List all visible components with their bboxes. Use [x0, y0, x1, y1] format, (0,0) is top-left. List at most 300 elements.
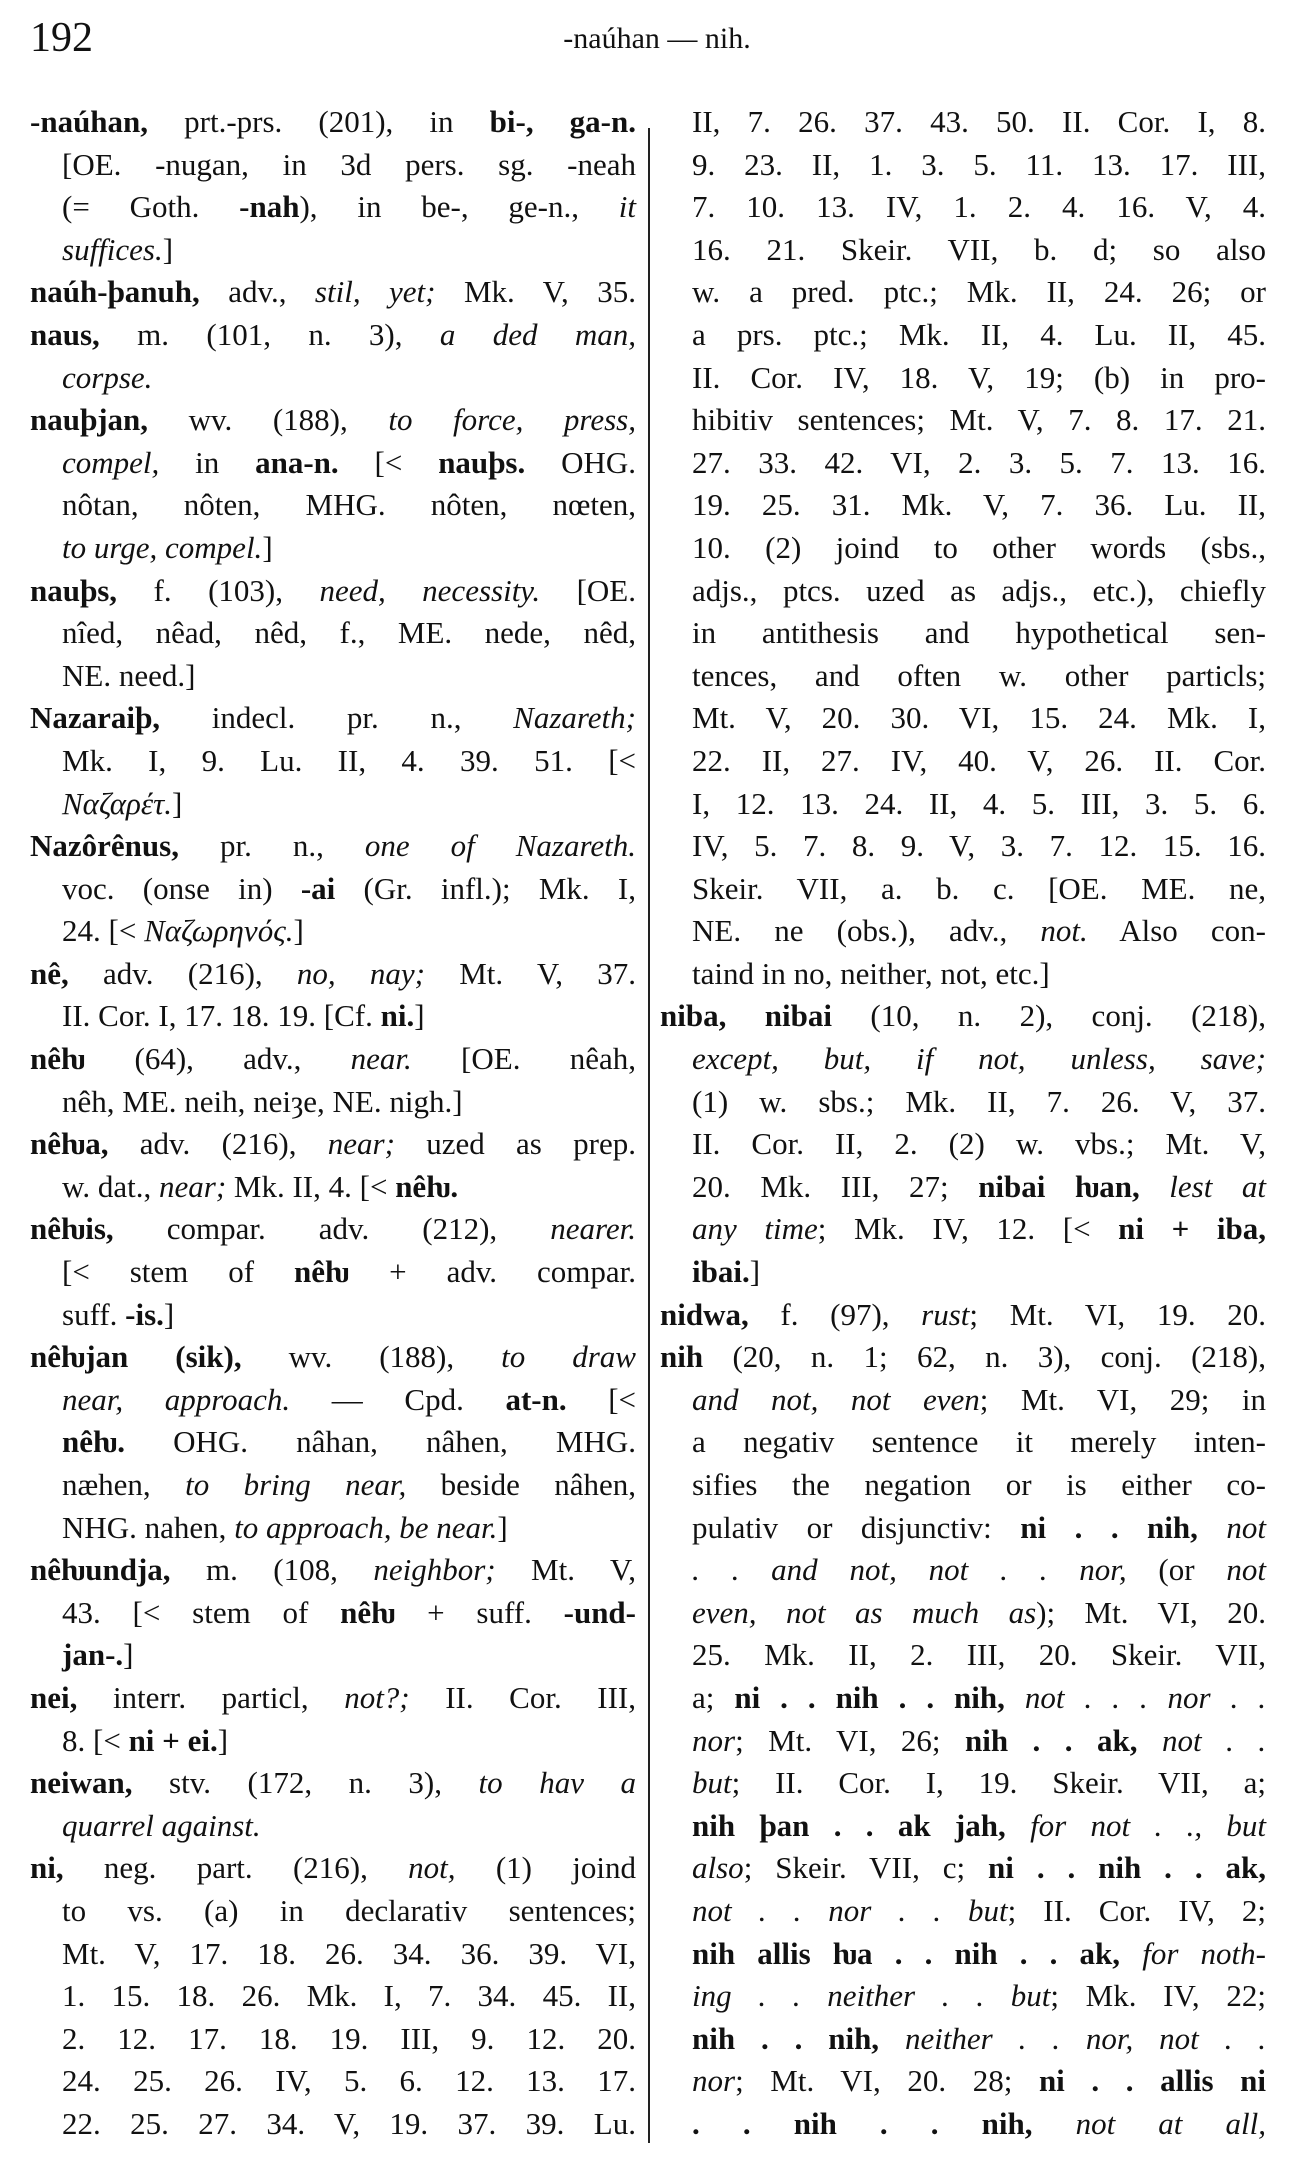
text-segment: Also con-: [1087, 913, 1266, 949]
entry-headword-line: [30, 825, 636, 868]
text-segment: ]: [293, 913, 304, 949]
bold-term: -is.: [125, 1296, 164, 1332]
italic-gloss: Ναζωρηνός.: [144, 913, 294, 949]
entry-headword-line: [30, 1847, 636, 1890]
bold-term: niba, nibai: [660, 998, 832, 1034]
text-segment: ); Mt. VI, 20.: [1036, 1594, 1266, 1630]
bold-term: Nazôrênus,: [30, 828, 179, 864]
bold-term: at-n.: [505, 1381, 567, 1417]
bold-term: ni . . nih,: [1020, 1509, 1198, 1545]
italic-gloss: for noth-: [1142, 1935, 1266, 1971]
entry-text-line: [660, 1038, 1266, 1081]
text-segment: [<: [338, 444, 439, 480]
italic-gloss: nor: [692, 1722, 736, 1758]
italic-gloss: not . . . nor . .: [1024, 1679, 1267, 1715]
text-segment: [1120, 1936, 1142, 1971]
bold-term: -naúhan,: [30, 104, 149, 139]
text-segment: ; Skeir. VII, c;: [743, 1850, 989, 1886]
entry-text-line: [30, 1890, 636, 1933]
text-segment: 2. 12. 17. 18. 19. III, 9. 12. 20.: [62, 2020, 636, 2056]
entry-text-line: [660, 1933, 1266, 1976]
entry-headword-line: [30, 1336, 636, 1379]
text-segment: (or: [1126, 1552, 1227, 1588]
entry-text-line: [660, 144, 1266, 187]
entry-text-line: [30, 2060, 636, 2103]
text-segment: næhen,: [62, 1467, 186, 1502]
bold-term: neiwan,: [30, 1765, 133, 1801]
entry-headword-line: [30, 697, 636, 740]
entry-text-line: [30, 1507, 636, 1550]
italic-gloss: lest at: [1169, 1168, 1267, 1204]
italic-gloss: Ναζαρέτ.: [62, 785, 172, 821]
bold-term: nêƕa,: [30, 1126, 109, 1162]
text-segment: 9. 23. II, 1. 3. 5. 11. 13. 17. III,: [692, 146, 1266, 182]
italic-gloss: rust: [921, 1296, 970, 1332]
left-column: [30, 101, 636, 2146]
entry-headword-line: [30, 1208, 636, 1251]
entry-text-line: [30, 229, 636, 272]
text-segment: 7. 10. 13. IV, 1. 2. 4. 16. V, 4.: [692, 189, 1266, 225]
italic-gloss: except, but, if not, unless, save;: [692, 1041, 1266, 1077]
text-segment: in: [159, 444, 256, 480]
text-segment: pulativ or disjunctiv:: [692, 1509, 1021, 1545]
text-segment: [OE.: [540, 572, 636, 608]
text-segment: [1006, 1808, 1030, 1843]
bold-term: nêƕundja,: [30, 1552, 171, 1588]
text-segment: ]: [162, 231, 174, 267]
entry-text-line: [660, 825, 1266, 868]
italic-gloss: . . and not, not . . nor,: [692, 1552, 1127, 1588]
italic-gloss: Nazareth;: [513, 700, 636, 736]
text-segment: IV, 5. 7. 8. 9. V, 3. 7. 12. 15. 16.: [692, 828, 1266, 864]
entry-text-line: [660, 271, 1266, 314]
entry-text-line: [660, 314, 1266, 357]
bold-term: nêƕjan (sik),: [30, 1339, 242, 1375]
italic-gloss: not?;: [344, 1679, 410, 1715]
bold-term: ibai.: [692, 1254, 750, 1290]
bold-term: nih allis ƕa . . nih . . ak,: [692, 1935, 1121, 1971]
text-segment: stv. (172, n. 3),: [132, 1765, 479, 1801]
italic-gloss: not: [1226, 1552, 1266, 1588]
entry-headword-line: [30, 101, 636, 144]
bold-term: nih . . nih,: [692, 2020, 880, 2056]
text-segment: ]: [217, 1722, 229, 1758]
entry-text-line: [30, 1975, 636, 2018]
italic-gloss: to approach, be near.: [234, 1509, 498, 1545]
entry-text-line: [660, 357, 1266, 400]
entry-text-line: [30, 1166, 636, 1209]
bold-term: nih þan . . ak jah,: [692, 1807, 1006, 1843]
text-segment: II. Cor. IV, 18. V, 19; (b) in pro-: [692, 359, 1266, 395]
text-segment: — Cpd.: [290, 1381, 506, 1417]
text-segment: [<: [566, 1381, 636, 1417]
text-segment: sifies the negation or is either co-: [692, 1467, 1266, 1502]
text-segment: adv.,: [199, 274, 315, 310]
entry-text-line: [660, 868, 1266, 911]
text-segment: ), in be-, ge-n.,: [299, 189, 619, 225]
entry-text-line: [30, 1379, 636, 1422]
entry-text-line: [30, 1081, 636, 1124]
entry-text-line: [660, 1208, 1266, 1251]
entry-text-line: [30, 1805, 636, 1848]
entry-headword-line: [30, 570, 636, 613]
entry-text-line: [660, 740, 1266, 783]
entry-headword-line: [30, 1549, 636, 1592]
entry-text-line: [660, 1379, 1266, 1422]
italic-gloss: ing . . neither . . but: [692, 1978, 1051, 2014]
text-segment: indecl. pr. n.,: [160, 700, 514, 736]
bold-term: nih . . ak,: [965, 1722, 1138, 1758]
entry-text-line: [30, 910, 636, 953]
italic-gloss: to urge, compel.: [62, 529, 263, 565]
entry-text-line: [660, 570, 1266, 613]
text-segment: NE. ne (obs.), adv.,: [692, 913, 1041, 949]
text-segment: ; Mt. VI, 20. 28;: [735, 2063, 1039, 2099]
bold-term: nidwa,: [660, 1296, 749, 1332]
text-segment: f. (97),: [748, 1296, 922, 1332]
text-segment: tences, and often w. other particls;: [692, 657, 1266, 693]
bold-term: naúh-þanuh,: [30, 274, 200, 310]
entry-headword-line: [30, 314, 636, 357]
entry-text-line: [660, 953, 1266, 996]
text-segment: 19. 25. 31. Mk. V, 7. 36. Lu. II,: [692, 487, 1266, 523]
text-segment: hibitiv sentences; Mt. V, 7. 8. 17. 21.: [692, 402, 1266, 438]
text-segment: ; II. Cor. IV, 2;: [1007, 1892, 1266, 1928]
text-segment: + adv. compar.: [349, 1254, 636, 1290]
text-segment: Mt. V, 20. 30. VI, 15. 24. Mk. I,: [692, 700, 1266, 736]
text-segment: 16. 21. Skeir. VII, b. d; so also: [692, 231, 1266, 267]
bold-term: Nazaraiþ,: [30, 700, 161, 736]
bold-term: bi-, ga-n.: [489, 104, 636, 139]
italic-gloss: not,: [408, 1850, 456, 1886]
bold-term: nêƕ: [340, 1594, 396, 1630]
bold-term: nêƕ.: [62, 1424, 125, 1460]
entry-text-line: [660, 1123, 1266, 1166]
text-segment: a;: [692, 1679, 735, 1715]
bold-term: nêƕ: [30, 1041, 86, 1077]
bold-term: ni + iba,: [1118, 1211, 1266, 1247]
entry-text-line: [30, 1251, 636, 1294]
text-segment: pr. n.,: [178, 828, 365, 864]
bold-term: nauþjan,: [30, 402, 149, 438]
entry-headword-line: [30, 399, 636, 442]
text-segment: (20, n. 1; 62, n. 3), conj. (218),: [703, 1339, 1266, 1375]
italic-gloss: near, approach.: [62, 1381, 291, 1417]
italic-gloss: suffices.: [62, 231, 163, 267]
text-segment: [1140, 1169, 1170, 1204]
italic-gloss: neither . . nor, not . .: [904, 2020, 1266, 2056]
text-segment: interr. particl,: [77, 1679, 345, 1715]
entry-text-line: [660, 1890, 1266, 1933]
entry-headword-line: [660, 1336, 1266, 1379]
text-segment: a prs. ptc.; Mk. II, 4. Lu. II, 45.: [692, 316, 1266, 352]
text-segment: ; Mk. IV, 12. [<: [817, 1211, 1119, 1247]
italic-gloss: not . . nor . . but: [692, 1892, 1008, 1928]
text-segment: taind in no, neither, not, etc.]: [692, 955, 1050, 991]
text-segment: [OE. nêah,: [411, 1041, 636, 1077]
text-segment: nôtan, nôten, MHG. nôten, nœten,: [62, 487, 636, 523]
text-segment: II. Cor. I, 17. 18. 19. [Cf.: [62, 998, 381, 1034]
entry-text-line: [660, 1251, 1266, 1294]
italic-gloss: not: [1226, 1509, 1266, 1545]
text-segment: I, 12. 13. 24. II, 4. 5. III, 3. 5. 6.: [692, 785, 1266, 821]
italic-gloss: not . .: [1161, 1722, 1266, 1758]
bold-term: nêƕis,: [30, 1211, 114, 1247]
text-segment: wv. (188),: [241, 1339, 502, 1375]
entry-text-line: [30, 740, 636, 783]
text-segment: voc. (onse in): [62, 870, 301, 906]
text-segment: [1005, 1680, 1025, 1715]
italic-gloss: corpse.: [62, 359, 153, 395]
text-segment: adv. (216),: [68, 955, 297, 991]
text-segment: (= Goth.: [62, 189, 240, 225]
text-segment: ]: [163, 1296, 175, 1332]
bold-term: -ai: [300, 870, 336, 906]
bold-term: naus,: [30, 316, 100, 352]
bold-term: ana-n.: [255, 444, 339, 480]
text-segment: 24. 25. 26. IV, 5. 6. 12. 13. 17.: [62, 2063, 636, 2099]
entry-text-line: [660, 910, 1266, 953]
italic-gloss: near.: [350, 1041, 412, 1077]
text-segment: 24. [<: [62, 913, 145, 949]
bold-term: ni . . allis ni: [1038, 2063, 1266, 2099]
bold-term: nê,: [30, 955, 69, 991]
text-segment: m. (108,: [170, 1552, 374, 1588]
bold-term: nêƕ.: [395, 1168, 459, 1204]
text-segment: 22. II, 27. IV, 40. V, 26. II. Cor.: [692, 742, 1266, 778]
entry-text-line: [660, 783, 1266, 826]
text-segment: OHG. nâhan, nâhen, MHG.: [124, 1424, 636, 1460]
text-segment: II. Cor. III,: [409, 1679, 636, 1715]
entry-text-line: [660, 612, 1266, 655]
bold-term: nei,: [30, 1679, 78, 1715]
text-segment: [1198, 1510, 1226, 1545]
entry-text-line: [30, 1592, 636, 1635]
entry-headword-line: [660, 1294, 1266, 1337]
bold-term: -nah: [239, 189, 300, 225]
entry-text-line: [30, 655, 636, 698]
italic-gloss: need, necessity.: [319, 572, 541, 608]
italic-gloss: neighbor;: [373, 1552, 496, 1588]
entry-text-line: [660, 399, 1266, 442]
page-number: 192: [30, 15, 93, 61]
entry-text-line: [660, 1081, 1266, 1124]
text-segment: to vs. (a) in declarativ sentences;: [62, 1892, 636, 1928]
text-segment: prt.-prs. (201), in: [148, 104, 490, 139]
entry-text-line: [660, 1421, 1266, 1464]
entry-text-line: [660, 1720, 1266, 1763]
bold-term: jan-.: [62, 1637, 124, 1673]
running-head: -naúhan — nih.: [563, 22, 751, 55]
bold-term: nauþs,: [30, 572, 118, 608]
bold-term: -und-: [563, 1594, 636, 1630]
text-segment: [879, 2021, 905, 2056]
entry-text-line: [30, 442, 636, 485]
entry-text-line: [660, 1166, 1266, 1209]
text-segment: w. a pred. ptc.; Mk. II, 24. 26; or: [692, 274, 1266, 310]
text-segment: 27. 33. 42. VI, 2. 3. 5. 7. 13. 16.: [692, 444, 1266, 480]
bold-term: nêƕ: [293, 1254, 350, 1290]
entry-text-line: [660, 2060, 1266, 2103]
bold-term: nih: [660, 1339, 704, 1375]
entry-text-line: [660, 484, 1266, 527]
entry-text-line: [30, 527, 636, 570]
entry-text-line: [660, 1805, 1266, 1848]
entry-text-line: [660, 1847, 1266, 1890]
text-segment: [< stem of: [62, 1254, 294, 1290]
entry-headword-line: [660, 995, 1266, 1038]
bold-term: . . nih . . nih,: [692, 2105, 1033, 2141]
bold-term: ni . . nih . . ak,: [988, 1850, 1266, 1886]
text-segment: ]: [749, 1254, 761, 1290]
entry-text-line: [30, 1720, 636, 1763]
text-segment: 1. 15. 18. 26. Mk. I, 7. 34. 45. II,: [62, 1978, 636, 2014]
italic-gloss: any time: [692, 1211, 818, 1247]
bold-term: ni,: [30, 1850, 64, 1886]
italic-gloss: compel,: [62, 444, 160, 480]
italic-gloss: to bring near,: [185, 1467, 407, 1502]
text-segment: 8. [<: [62, 1722, 129, 1758]
right-column: [660, 101, 1266, 2146]
italic-gloss: one of Nazareth.: [364, 828, 636, 864]
entry-text-line: [660, 2018, 1266, 2061]
text-segment: Skeir. VII, a. b. c. [OE. ME. ne,: [692, 870, 1266, 906]
text-segment: 10. (2) joind to other words (sbs.,: [692, 529, 1266, 565]
entry-text-line: [30, 1294, 636, 1337]
text-segment: Mt. V, 17. 18. 26. 34. 36. 39. VI,: [62, 1935, 636, 1971]
entry-text-line: [30, 612, 636, 655]
entry-text-line: [30, 186, 636, 229]
text-segment: 20. Mk. III, 27;: [692, 1168, 979, 1204]
text-segment: a negativ sentence it merely inten-: [692, 1424, 1266, 1460]
entry-text-line: [30, 357, 636, 400]
entry-headword-line: [30, 1677, 636, 1720]
entry-headword-line: [30, 953, 636, 996]
italic-gloss: it: [618, 189, 636, 225]
bold-term: nibai ƕan,: [978, 1168, 1140, 1204]
text-segment: (64), adv.,: [85, 1041, 351, 1077]
text-segment: [1032, 2106, 1075, 2141]
text-segment: ]: [497, 1509, 508, 1545]
entry-text-line: [30, 1933, 636, 1976]
entry-text-line: [30, 1464, 636, 1507]
italic-gloss: not at all,: [1075, 2105, 1266, 2141]
text-segment: Mt. V, 37.: [424, 955, 636, 991]
text-segment: nêh, ME. neih, neiȝe, NE. nigh.]: [62, 1083, 463, 1119]
text-segment: NE. need.]: [62, 657, 196, 693]
entry-text-line: [30, 995, 636, 1038]
text-segment: suff.: [62, 1296, 126, 1332]
text-segment: ]: [123, 1637, 134, 1673]
text-segment: adv. (216),: [108, 1126, 328, 1162]
italic-gloss: for not . ., but: [1030, 1807, 1266, 1843]
text-segment: in antithesis and hypothetical sen-: [692, 615, 1266, 651]
entry-text-line: [660, 2103, 1266, 2146]
entry-headword-line: [30, 271, 636, 314]
entry-text-line: [660, 697, 1266, 740]
text-segment: ]: [262, 529, 273, 565]
italic-gloss: stil, yet;: [314, 274, 436, 310]
entry-text-line: [660, 101, 1266, 144]
italic-gloss: also: [692, 1850, 744, 1886]
text-segment: Mk. II, 4. [<: [226, 1168, 396, 1204]
text-segment: ; II. Cor. I, 19. Skeir. VII, a;: [731, 1765, 1266, 1801]
bold-term: ni . . nih . . nih,: [734, 1679, 1005, 1715]
text-segment: II. Cor. II, 2. (2) w. vbs.; Mt. V,: [692, 1126, 1266, 1162]
text-segment: m. (101, n. 3),: [99, 316, 440, 352]
text-segment: uzed as prep.: [394, 1126, 636, 1162]
text-segment: Mk. V, 35.: [435, 274, 636, 310]
text-segment: (1) joind: [455, 1850, 636, 1886]
entry-text-line: [30, 783, 636, 826]
bold-term: ni.: [380, 998, 415, 1034]
text-segment: ]: [414, 998, 425, 1034]
bold-term: nauþs.: [438, 444, 526, 480]
entry-text-line: [660, 186, 1266, 229]
entry-headword-line: [30, 1123, 636, 1166]
entry-headword-line: [30, 1038, 636, 1081]
italic-gloss: near;: [159, 1168, 227, 1204]
text-segment: wv. (188),: [148, 402, 389, 438]
text-segment: beside nâhen,: [406, 1467, 637, 1502]
text-segment: ; Mk. IV, 22;: [1050, 1978, 1266, 2014]
entry-text-line: [660, 1507, 1266, 1550]
italic-gloss: to draw: [501, 1339, 636, 1375]
text-segment: (Gr. infl.); Mk. I,: [335, 870, 637, 906]
entry-text-line: [660, 1549, 1266, 1592]
text-segment: f. (103),: [117, 572, 320, 608]
entry-text-line: [30, 144, 636, 187]
italic-gloss: quarrel against.: [62, 1807, 261, 1843]
text-segment: compar. adv. (212),: [113, 1211, 551, 1247]
text-segment: ; Mt. VI, 26;: [735, 1722, 965, 1758]
entry-text-line: [30, 2018, 636, 2061]
text-segment: + suff.: [395, 1594, 564, 1630]
entry-text-line: [660, 655, 1266, 698]
text-segment: ]: [171, 785, 183, 821]
entry-text-line: [660, 1464, 1266, 1507]
column-divider: [648, 128, 650, 2143]
text-segment: Mk. I, 9. Lu. II, 4. 39. 51. [<: [62, 742, 636, 778]
text-segment: adjs., ptcs. uzed as adjs., etc.), chiefly: [692, 572, 1266, 608]
italic-gloss: a ded man,: [439, 316, 636, 352]
italic-gloss: not.: [1040, 913, 1088, 949]
text-segment: 25. Mk. II, 2. III, 20. Skeir. VII,: [692, 1637, 1266, 1673]
italic-gloss: to hav a: [478, 1765, 637, 1801]
italic-gloss: nor: [692, 2063, 736, 2099]
italic-gloss: nearer.: [550, 1211, 636, 1247]
entry-text-line: [660, 229, 1266, 272]
italic-gloss: near;: [327, 1126, 395, 1162]
text-segment: (10, n. 2), conj. (218),: [831, 998, 1266, 1034]
text-segment: neg. part. (216),: [63, 1850, 409, 1886]
text-segment: II, 7. 26. 37. 43. 50. II. Cor. I, 8.: [692, 104, 1266, 139]
entry-text-line: [660, 442, 1266, 485]
text-segment: (1) w. sbs.; Mk. II, 7. 26. V, 37.: [692, 1083, 1266, 1119]
entry-text-line: [30, 2103, 636, 2146]
text-segment: Mt. V,: [495, 1552, 637, 1588]
italic-gloss: even, not as much as: [692, 1594, 1037, 1630]
text-segment: NHG. nahen,: [62, 1509, 235, 1545]
italic-gloss: to force, press,: [388, 402, 636, 438]
text-segment: 22. 25. 27. 34. V, 19. 37. 39. Lu.: [62, 2105, 636, 2141]
text-segment: w. dat.,: [62, 1168, 159, 1204]
entry-text-line: [660, 1975, 1266, 2018]
entry-text-line: [660, 1677, 1266, 1720]
entry-text-line: [660, 1634, 1266, 1677]
entry-headword-line: [30, 1762, 636, 1805]
entry-text-line: [30, 1634, 636, 1677]
